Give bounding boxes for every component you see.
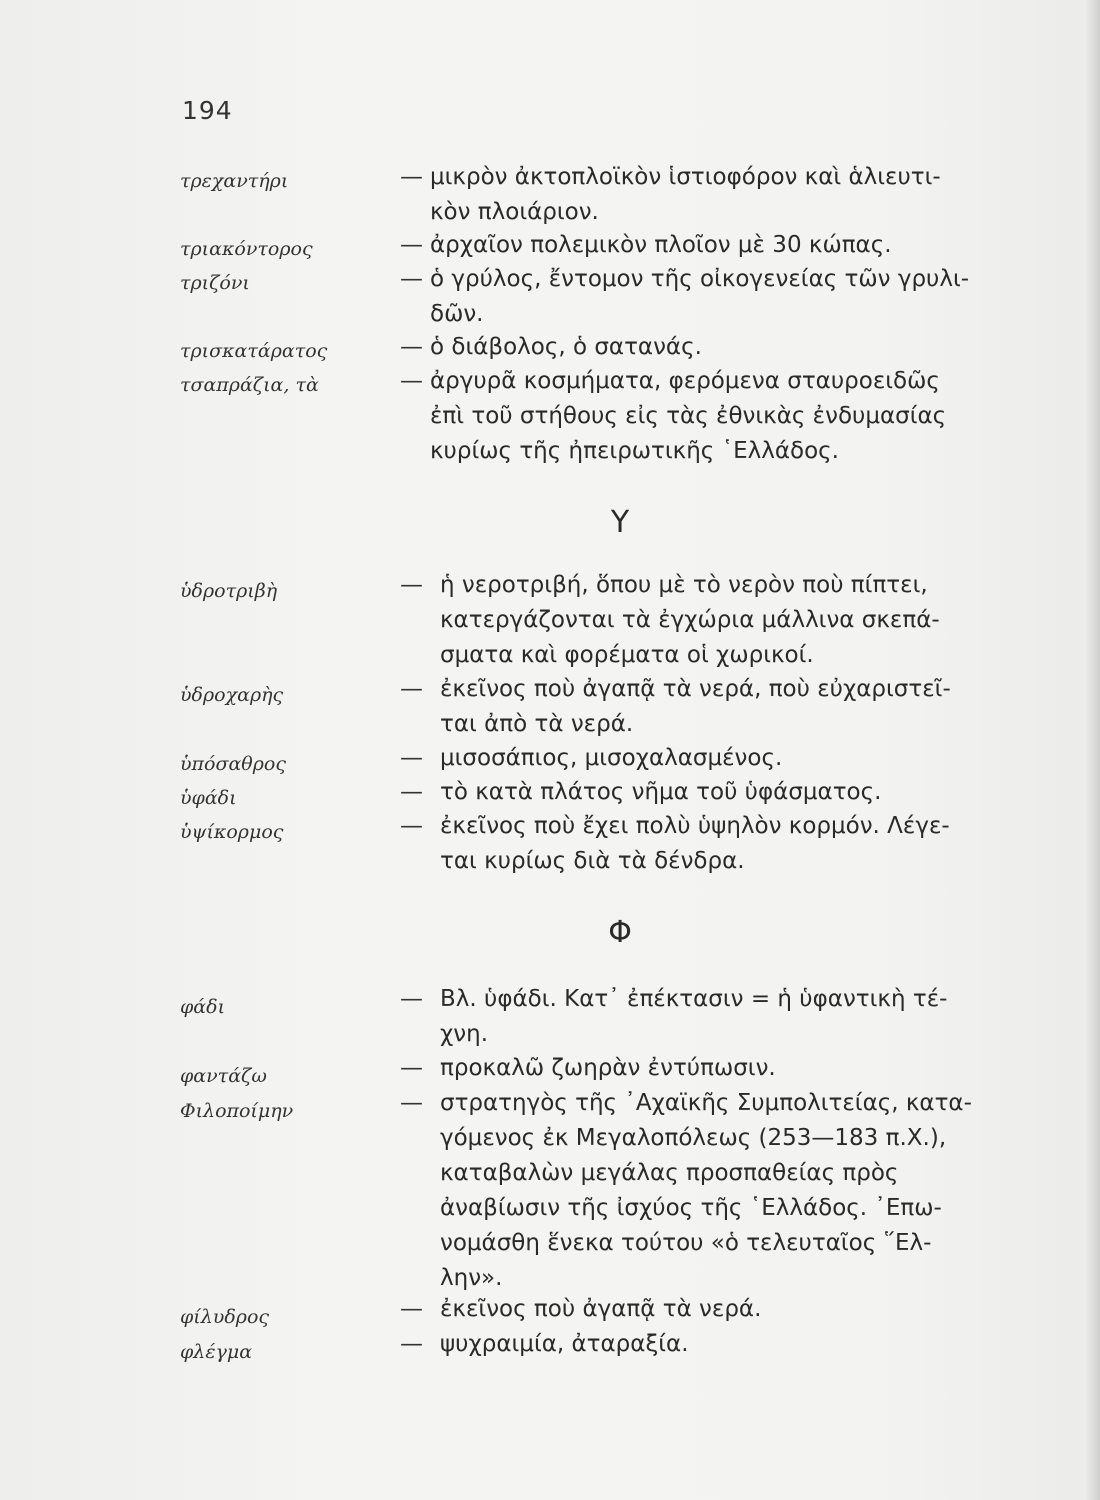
section-heading-phi: Φ xyxy=(608,915,632,950)
entry-definition: ἀργυρᾶ κοσμήματα, φερόμενα σταυροειδῶς ἐπὶ τοῦ στήθους εἰς τὰς ἐθνικὰς ἐνδυμασίας κυρίως τῆς ἠπειρωτικῆς ῾Ελλάδος. xyxy=(430,368,947,464)
entry-dash: — xyxy=(400,266,423,292)
entry-definition: προκαλῶ ζωηρὰν ἐντύπωσιν. xyxy=(440,1055,776,1081)
entry-definition: ὁ διάβολος, ὁ σατανάς. xyxy=(430,334,702,360)
entry-definition: στρατηγὸς τῆς ᾿Αχαϊκῆς Συμπολιτείας, κατα- γόμενος ἐκ Μεγαλοπόλεως (253—183 π.Χ.), καταβαλὼν μεγάλας προσπαθείας πρὸς ἀναβίωσιν τῆς ἰσχύος τῆς ῾Ελλάδος. ᾿Επω- νομάσθη ἕνεκα τούτου «ὁ τελευταῖος ῞Ελ- λην». xyxy=(440,1090,972,1291)
entry-definition: ἐκεῖνος ποὺ ἔχει πολὺ ὑψηλὸν κορμόν. Λέγε- ται κυρίως διὰ τὰ δένδρα. xyxy=(440,813,950,874)
entry-term: τριακόντορος xyxy=(180,238,313,260)
entry-dash: — xyxy=(400,368,423,394)
entry-dash: — xyxy=(400,986,423,1012)
entry-definition: ἐκεῖνος ποὺ ἀγαπᾷ τὰ νερά. xyxy=(440,1296,762,1322)
entry-definition: ἐκεῖνος ποὺ ἀγαπᾷ τὰ νερά, ποὺ εὐχαριστεῖ- ται ἀπὸ τὰ νερά. xyxy=(440,676,951,737)
entry-term: φαντάζω xyxy=(180,1065,267,1087)
entry-dash: — xyxy=(400,813,423,839)
section-heading-upsilon: Υ xyxy=(610,505,630,540)
entry-term: ὑφάδι xyxy=(180,787,237,809)
entry-term: φλέγμα xyxy=(180,1341,253,1363)
entry-dash: — xyxy=(400,572,423,598)
entry-term: ὑψίκορμος xyxy=(180,821,284,843)
entry-term: τρεχαντήρι xyxy=(180,170,289,192)
entry-term: Φιλοποίμην xyxy=(180,1100,294,1122)
entry-term: τριζόνι xyxy=(180,272,250,294)
entry-definition: ἀρχαῖον πολεμικὸν πλοῖον μὲ 30 κώπας. xyxy=(430,232,892,258)
entry-term: ὑδροτριβὴ xyxy=(180,580,278,602)
entry-dash: — xyxy=(400,1296,423,1322)
entry-dash: — xyxy=(400,1331,423,1357)
entry-dash: — xyxy=(400,745,423,771)
entry-dash: — xyxy=(400,334,423,360)
entry-definition: τὸ κατὰ πλάτος νῆμα τοῦ ὑφάσματος. xyxy=(440,779,882,805)
entry-term: φάδι xyxy=(180,996,226,1018)
entry-definition: Βλ. ὑφάδι. Κατ᾿ ἐπέκτασιν = ἡ ὑφαντικὴ τέ- χνη. xyxy=(440,986,948,1047)
entry-definition: ψυχραιμία, ἀταραξία. xyxy=(440,1331,689,1357)
entry-dash: — xyxy=(400,164,423,190)
entry-definition: ἡ νεροτριβή, ὅπου μὲ τὸ νερὸν ποὺ πίπτει, κατεργάζονται τὰ ἐγχώρια μάλλινα σκεπά- σματα καὶ φορέματα οἱ χωρικοί. xyxy=(440,572,940,668)
entry-dash: — xyxy=(400,676,423,702)
entry-definition: μικρὸν ἀκτοπλοϊκὸν ἱστιοφόρον καὶ ἁλιευτι- κὸν πλοιάριον. xyxy=(430,164,941,225)
entry-term: ὑπόσαθρος xyxy=(180,753,286,775)
entry-term: ὑδροχαρὴς xyxy=(180,684,284,706)
entry-dash: — xyxy=(400,232,423,258)
entry-dash: — xyxy=(400,1055,423,1081)
entry-dash: — xyxy=(400,779,423,805)
entry-definition: ὁ γρύλος, ἔντομον τῆς οἰκογενείας τῶν γρυλι- δῶν. xyxy=(430,266,970,327)
entry-definition: μισοσάπιος, μισοχαλασμένος. xyxy=(440,745,783,771)
entry-dash: — xyxy=(400,1090,423,1116)
page-number: 194 xyxy=(182,96,233,125)
page-edge-shadow xyxy=(1086,0,1100,1500)
entry-term: τρισκατάρατος xyxy=(180,340,328,362)
entry-term: φίλυδρος xyxy=(180,1306,270,1328)
entry-term: τσαπράζια, τὰ xyxy=(180,374,319,396)
